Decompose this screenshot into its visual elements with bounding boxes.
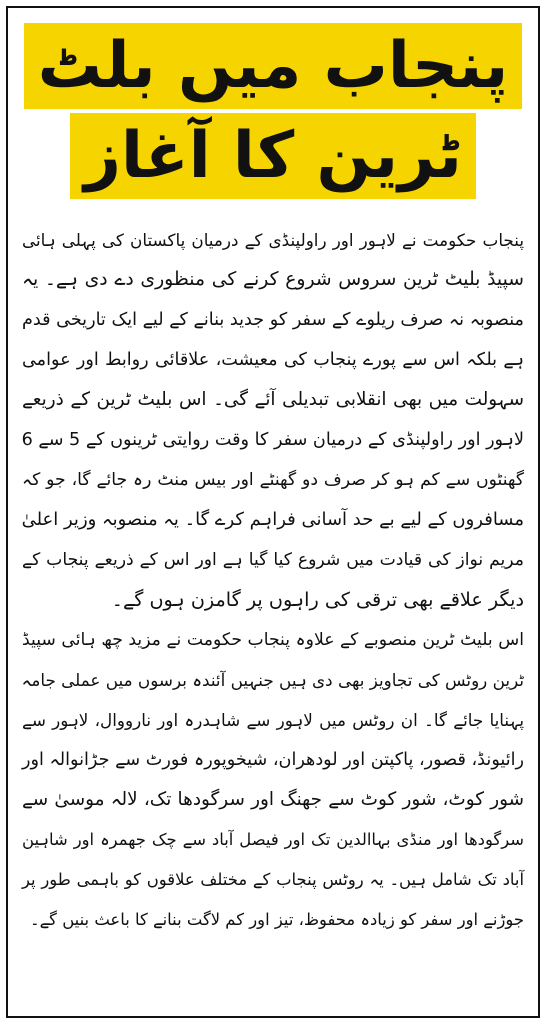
text-line: سرگودھا اور منڈی بہاالدین تک اور فیصل آباد سے چک جھمرہ اور شاہین: [22, 830, 524, 849]
text-line: دیگر علاقے بھی ترقی کی راہوں پر گامزن ہوں گے۔: [111, 588, 524, 611]
text-line: گھنٹوں سے کم ہو کر صرف دو گھنٹے اور بیس منٹ رہ جائے گا، جو کہ: [22, 470, 524, 490]
paragraph-2: [22, 620, 524, 940]
paragraph-1: [22, 220, 524, 620]
text-line: مسافروں کے لیے بے حد آسانی فراہم کرے گا۔ یہ منصوبہ وزیر اعلیٰ: [21, 509, 524, 530]
text-line: منصوبہ نہ صرف ریلوے کے سفر کو جدید بنانے کے لیے ایک تاریخی قدم: [22, 310, 524, 330]
text-line: اس بلیٹ ٹرین منصوبے کے علاوہ پنجاب حکومت نے مزید چھ ہائی سپیڈ: [22, 630, 524, 650]
headline: [8, 8, 538, 213]
text-line: جوڑنے اور سفر کو زیادہ محفوظ، تیز اور کم لاگت بنانے کا باعث بنیں گے۔: [29, 910, 524, 929]
text-line: ٹرین روٹس کی تجاویز بھی دی ہیں جنہیں آئندہ برسوں میں عملی جامہ: [21, 670, 524, 690]
headline-line-1: پنجاب میں بلٹ: [24, 23, 522, 109]
text-line: شور کوٹ، شور کوٹ سے جھنگ اور سرگودھا تک، لالہ موسیٰ سے: [22, 789, 524, 810]
text-line: پہنایا جائے گا۔ ان روٹس میں لاہور سے شاہدرہ اور نارووال، لاہور سے: [22, 710, 524, 730]
text-line: آباد تک شامل ہیں۔ یہ روٹس پنجاب کے مختلف علاقوں کو باہمی طور پر: [22, 870, 524, 889]
text-line: سپیڈ بلیٹ ٹرین سروس شروع کرنے کی منظوری دے دی ہے۔ یہ: [22, 269, 524, 290]
text-line: ہے بلکہ اس سے پورے پنجاب کی معیشت، علاقائی روابط اور عوامی: [22, 350, 524, 370]
text-line: سہولت میں بھی انقلابی تبدیلی آئے گی۔ اس بلیٹ ٹرین کے ذریعے: [22, 389, 524, 410]
text-line: لاہور اور راولپنڈی کے درمیان سفر کا وقت روایتی ٹرینوں کے 5 سے 6: [21, 430, 524, 450]
text-line: پنجاب حکومت نے لاہور اور راولپنڈی کے درمیان پاکستان کی پہلی ہائی: [22, 230, 524, 250]
article-body: [22, 220, 524, 940]
headline-line-2: ٹرین کا آغاز: [70, 113, 476, 199]
article-frame: [6, 6, 540, 1018]
text-line: رائیونڈ، قصور، پاکپتن اور لودھران، شیخوپورہ فورٹ سے جڑانوالہ اور: [22, 750, 524, 770]
text-line: مریم نواز کی قیادت میں شروع کیا گیا ہے اور اس کے ذریعے پنجاب کے: [22, 550, 524, 570]
